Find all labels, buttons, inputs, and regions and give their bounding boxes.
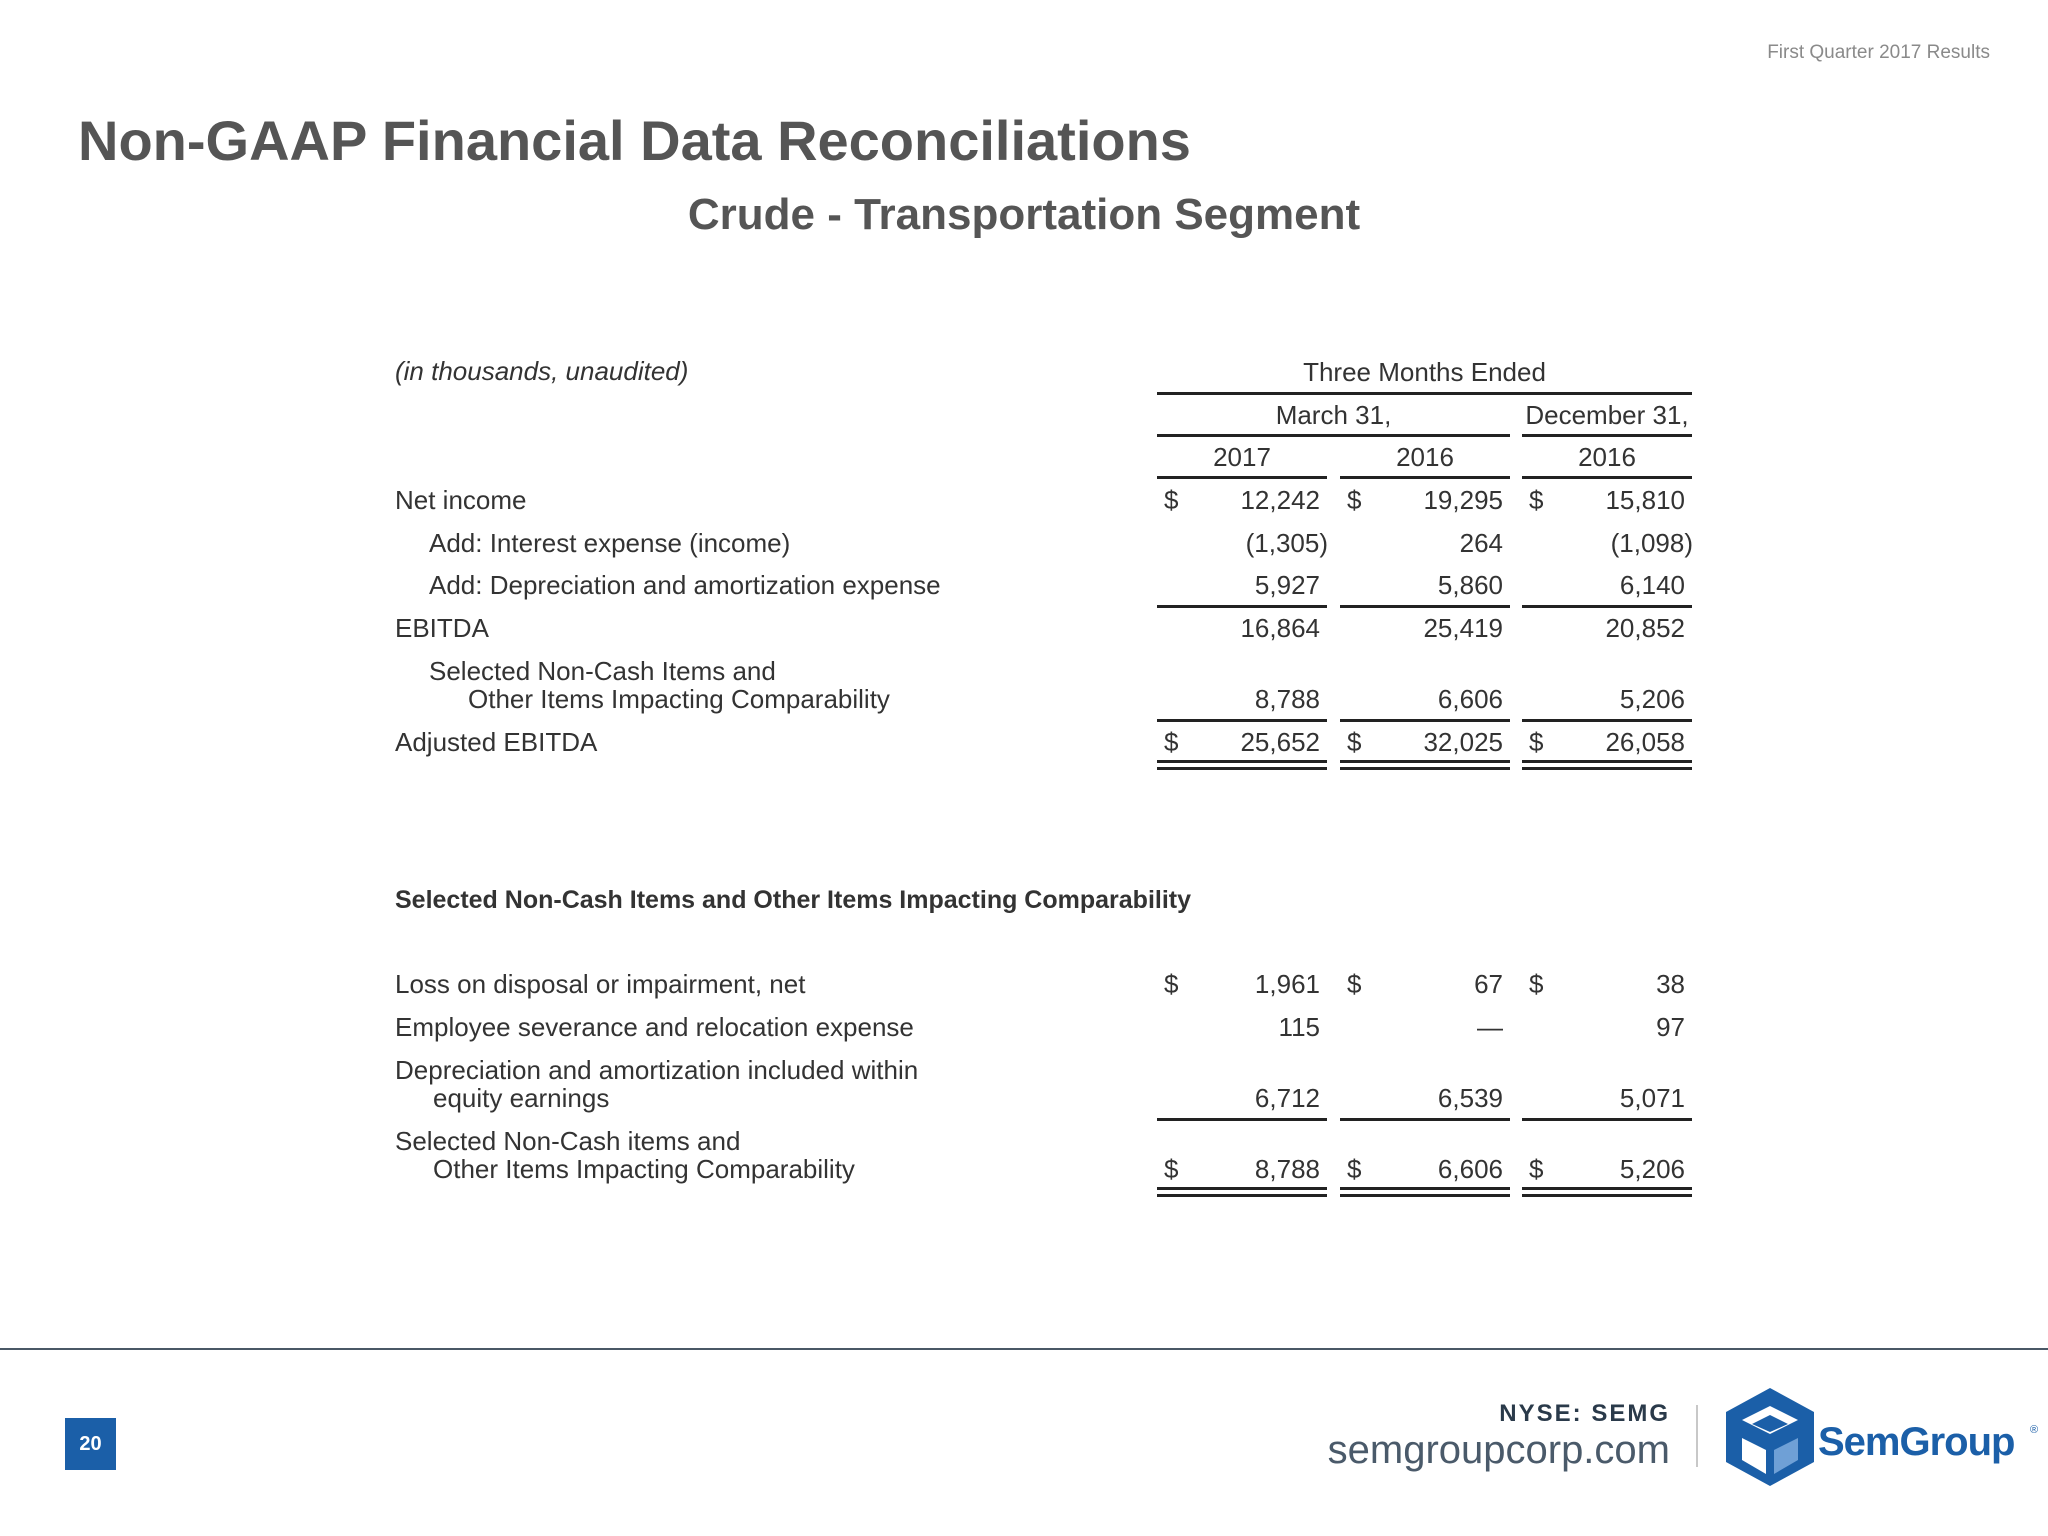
value-cell: 20,852	[1605, 613, 1685, 643]
currency-symbol: $	[1529, 485, 1544, 515]
value-cell: 25,419	[1423, 613, 1503, 643]
footer-divider	[0, 1348, 2048, 1350]
value-cell: (1,098)	[1610, 528, 1693, 558]
currency-symbol: $	[1529, 727, 1544, 757]
currency-symbol: $	[1347, 969, 1362, 999]
value-cell: 8,788	[1254, 684, 1320, 714]
row-label: EBITDA	[395, 613, 489, 643]
value-cell: 115	[1278, 1012, 1320, 1042]
value-cell: 6,606	[1437, 684, 1503, 714]
row-label: equity earnings	[433, 1083, 610, 1113]
row-label: Selected Non-Cash Items and	[429, 656, 776, 686]
year-header: 2017	[1213, 442, 1271, 472]
row-label: Add: Depreciation and amortization expense	[429, 570, 941, 600]
total-double-rule	[1522, 760, 1692, 770]
value-cell: —	[1477, 1012, 1503, 1042]
row-label: Depreciation and amortization included within	[395, 1055, 919, 1085]
semgroup-logo-icon	[1722, 1386, 1818, 1488]
row-label: Net income	[395, 485, 527, 515]
total-double-rule	[1522, 1187, 1692, 1197]
value-cell: 6,606	[1437, 1154, 1503, 1184]
value-cell: 38	[1656, 969, 1685, 999]
year-rule	[1340, 476, 1510, 479]
subtotal-rule	[1522, 1118, 1692, 1121]
value-cell: 8,788	[1254, 1154, 1320, 1184]
subtotal-rule	[1157, 719, 1327, 722]
row-label: Add: Interest expense (income)	[429, 528, 791, 558]
value-cell: 5,071	[1619, 1083, 1685, 1113]
group-rule-march	[1157, 434, 1510, 437]
website-link[interactable]: semgroupcorp.com	[1327, 1428, 1670, 1472]
total-double-rule	[1157, 1187, 1327, 1197]
row-label: Loss on disposal or impairment, net	[395, 969, 806, 999]
group-rule-december	[1522, 434, 1692, 437]
row-label: Employee severance and relocation expense	[395, 1012, 914, 1042]
value-cell: 26,058	[1605, 727, 1685, 757]
total-double-rule	[1340, 1187, 1510, 1197]
subtotal-rule	[1340, 605, 1510, 608]
total-double-rule	[1157, 760, 1327, 770]
value-cell: 264	[1459, 528, 1503, 558]
page-subtitle: Crude - Transportation Segment	[687, 190, 1361, 239]
year-rule	[1522, 476, 1692, 479]
value-cell: 32,025	[1423, 727, 1503, 757]
group-header-march: March 31,	[1275, 400, 1392, 430]
value-cell: 16,864	[1240, 613, 1320, 643]
value-cell: 6,140	[1619, 570, 1685, 600]
currency-symbol: $	[1347, 485, 1362, 515]
value-cell: 5,927	[1254, 570, 1320, 600]
page-number: 20	[65, 1418, 116, 1470]
subtotal-rule	[1522, 605, 1692, 608]
value-cell: 19,295	[1423, 485, 1503, 515]
header-rule	[1157, 392, 1692, 395]
value-cell: 67	[1474, 969, 1503, 999]
total-double-rule	[1340, 760, 1510, 770]
currency-symbol: $	[1529, 1154, 1544, 1184]
group-header-december: December 31,	[1525, 400, 1689, 430]
subtotal-rule	[1157, 1118, 1327, 1121]
footer-separator	[1696, 1405, 1698, 1467]
section-heading: Selected Non-Cash Items and Other Items Impacting Comparability	[395, 886, 1192, 914]
row-label: Selected Non-Cash items and	[395, 1126, 741, 1156]
year-header: 2016	[1578, 442, 1636, 472]
year-rule	[1157, 476, 1327, 479]
value-cell: 5,860	[1437, 570, 1503, 600]
value-cell: 15,810	[1605, 485, 1685, 515]
currency-symbol: $	[1164, 969, 1179, 999]
currency-symbol: $	[1164, 485, 1179, 515]
value-cell: 25,652	[1240, 727, 1320, 757]
page-title: Non-GAAP Financial Data Reconciliations	[78, 109, 1191, 172]
ticker-symbol: NYSE: SEMG	[1499, 1400, 1670, 1427]
value-cell: 6,712	[1254, 1083, 1320, 1113]
subtotal-rule	[1340, 719, 1510, 722]
value-cell: 5,206	[1619, 684, 1685, 714]
registered-mark: ®	[2030, 1424, 2039, 1436]
value-cell: (1,305)	[1245, 528, 1328, 558]
row-label: Other Items Impacting Comparability	[433, 1154, 855, 1184]
row-label: Other Items Impacting Comparability	[468, 684, 890, 714]
value-cell: 6,539	[1437, 1083, 1503, 1113]
header-tag: First Quarter 2017 Results	[1767, 42, 1990, 63]
currency-symbol: $	[1347, 727, 1362, 757]
value-cell: 1,961	[1254, 969, 1320, 999]
row-label: Adjusted EBITDA	[395, 727, 598, 757]
currency-symbol: $	[1347, 1154, 1362, 1184]
value-cell: 97	[1656, 1012, 1685, 1042]
value-cell: 12,242	[1240, 485, 1320, 515]
year-header: 2016	[1396, 442, 1454, 472]
period-header: Three Months Ended	[1303, 357, 1546, 387]
subtotal-rule	[1340, 1118, 1510, 1121]
currency-symbol: $	[1164, 727, 1179, 757]
value-cell: 5,206	[1619, 1154, 1685, 1184]
currency-symbol: $	[1529, 969, 1544, 999]
currency-symbol: $	[1164, 1154, 1179, 1184]
units-note: (in thousands, unaudited)	[395, 356, 689, 386]
brand-name: SemGroup	[1818, 1420, 2015, 1464]
subtotal-rule	[1522, 719, 1692, 722]
subtotal-rule	[1157, 605, 1327, 608]
